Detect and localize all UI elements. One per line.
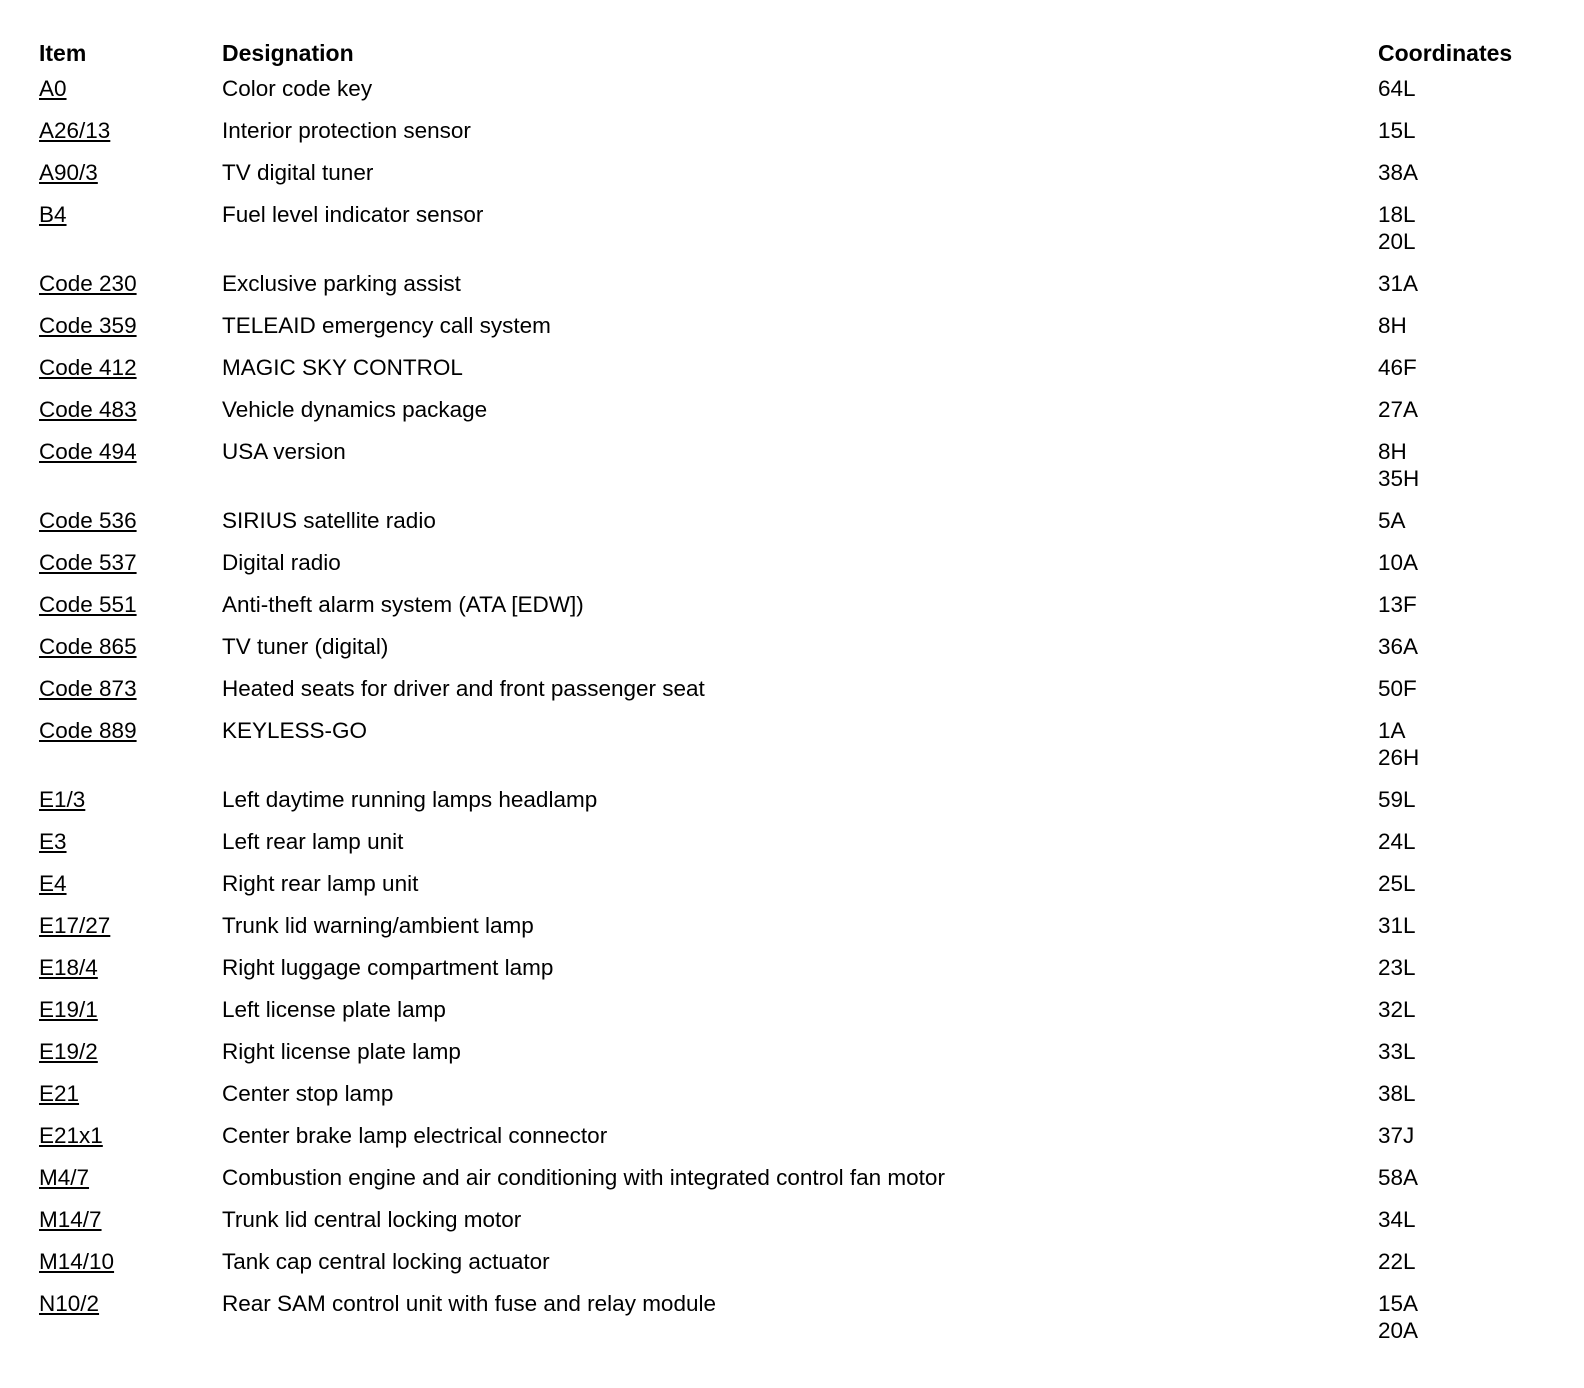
coordinates-cell [1378, 74, 1559, 116]
coordinates-cell [1378, 548, 1559, 590]
designation-cell: SIRIUS satellite radio [222, 508, 436, 533]
coordinates-cell [1378, 1289, 1559, 1358]
coordinates-cell [1378, 1247, 1559, 1289]
item-link[interactable]: M4/7 [39, 1165, 90, 1190]
designation-cell: Center brake lamp electrical connector [222, 1123, 608, 1148]
coordinate-value: 37J [1378, 1123, 1415, 1148]
item-cell [39, 869, 222, 911]
coordinates-cell [1378, 632, 1559, 674]
designation-cell: Trunk lid central locking motor [222, 1207, 522, 1232]
coordinates-cell [1378, 311, 1559, 353]
coordinate-value: 34L [1378, 1207, 1416, 1232]
designation-cell: TELEAID emergency call system [222, 313, 551, 338]
table-row [39, 1289, 1559, 1358]
coordinate-value: 31L [1378, 913, 1416, 938]
coordinates-cell [1378, 506, 1559, 548]
designation-cell: Color code key [222, 76, 373, 101]
item-link[interactable]: E1/3 [39, 787, 86, 812]
table-row [39, 995, 1559, 1037]
item-link[interactable]: Code 889 [39, 718, 137, 743]
coordinates-cell [1378, 1163, 1559, 1205]
item-link[interactable]: E18/4 [39, 955, 98, 980]
coordinates-cell [1378, 395, 1559, 437]
item-link[interactable]: Code 873 [39, 676, 137, 701]
header-item: Item [39, 39, 87, 66]
item-link[interactable]: E19/1 [39, 997, 98, 1022]
coordinates-cell [1378, 827, 1559, 869]
component-index-document [39, 32, 1559, 1358]
coordinate-value: 50F [1378, 676, 1417, 701]
table-row [39, 74, 1559, 116]
coordinate-value: 22L [1378, 1249, 1416, 1274]
designation-cell: Trunk lid warning/ambient lamp [222, 913, 534, 938]
item-link[interactable]: Code 494 [39, 439, 137, 464]
designation-cell: Digital radio [222, 550, 341, 575]
item-cell [39, 785, 222, 827]
coordinates-cell [1378, 716, 1559, 785]
table-row [39, 269, 1559, 311]
coordinates-cell [1378, 785, 1559, 827]
table-row [39, 827, 1559, 869]
coordinate-value: 5A [1378, 508, 1406, 533]
coordinates-cell [1378, 437, 1559, 506]
designation-cell: Interior protection sensor [222, 118, 471, 143]
designation-cell: Left daytime running lamps headlamp [222, 787, 598, 812]
designation-cell: Fuel level indicator sensor [222, 202, 484, 227]
table-body [39, 74, 1559, 1358]
table-row [39, 437, 1559, 506]
component-table [39, 32, 1559, 1358]
item-cell [39, 674, 222, 716]
item-cell [39, 995, 222, 1037]
item-cell [39, 158, 222, 200]
designation-cell: TV digital tuner [222, 160, 374, 185]
coordinate-value: 24L [1378, 829, 1416, 854]
coordinates-cell [1378, 590, 1559, 632]
item-cell [39, 1205, 222, 1247]
coordinate-value: 15A [1378, 1291, 1419, 1316]
coordinate-value: 64L [1378, 76, 1416, 101]
coordinate-value: 20A [1378, 1318, 1419, 1343]
coordinate-value: 33L [1378, 1039, 1416, 1064]
coordinates-cell [1378, 1205, 1559, 1247]
item-cell [39, 269, 222, 311]
coordinate-value: 26H [1378, 745, 1420, 770]
designation-cell: Heated seats for driver and front passenger seat [222, 676, 705, 701]
item-cell [39, 506, 222, 548]
item-link[interactable]: Code 551 [39, 592, 137, 617]
coordinate-value: 23L [1378, 955, 1416, 980]
table-row [39, 590, 1559, 632]
item-link[interactable]: B4 [39, 202, 67, 227]
table-row [39, 311, 1559, 353]
item-link[interactable]: E19/2 [39, 1039, 98, 1064]
designation-cell: Tank cap central locking actuator [222, 1249, 550, 1274]
coordinate-value: 20L [1378, 229, 1416, 254]
designation-cell: Rear SAM control unit with fuse and relay module [222, 1291, 716, 1316]
table-row [39, 158, 1559, 200]
table-row [39, 395, 1559, 437]
item-cell [39, 1247, 222, 1289]
header-row [39, 32, 1559, 74]
coordinates-cell [1378, 200, 1559, 269]
item-link[interactable]: Code 230 [39, 271, 137, 296]
item-link[interactable]: E21x1 [39, 1123, 103, 1148]
item-link[interactable]: E21 [39, 1081, 80, 1106]
coordinate-value: 18L [1378, 202, 1416, 227]
coordinate-value: 27A [1378, 397, 1419, 422]
designation-cell: Anti-theft alarm system (ATA [EDW]) [222, 592, 584, 617]
item-cell [39, 632, 222, 674]
item-cell [39, 311, 222, 353]
table-row [39, 116, 1559, 158]
coordinate-value: 10A [1378, 550, 1419, 575]
coordinate-value: 46F [1378, 355, 1417, 380]
item-link[interactable]: Code 536 [39, 508, 137, 533]
item-cell [39, 353, 222, 395]
coordinate-value: 36A [1378, 634, 1419, 659]
item-link[interactable]: A90/3 [39, 160, 98, 185]
item-cell [39, 827, 222, 869]
coordinate-value: 13F [1378, 592, 1417, 617]
coordinate-value: 58A [1378, 1165, 1419, 1190]
table-row [39, 506, 1559, 548]
coordinate-value: 38A [1378, 160, 1419, 185]
coordinates-cell [1378, 116, 1559, 158]
coordinates-cell [1378, 269, 1559, 311]
coordinate-value: 25L [1378, 871, 1416, 896]
header-designation: Designation [222, 39, 354, 66]
table-row [39, 716, 1559, 785]
item-cell [39, 1289, 222, 1358]
item-cell [39, 116, 222, 158]
item-cell [39, 911, 222, 953]
table-row [39, 674, 1559, 716]
table-row [39, 548, 1559, 590]
coordinate-value: 38L [1378, 1081, 1416, 1106]
table-row [39, 353, 1559, 395]
item-link[interactable]: Code 537 [39, 550, 137, 575]
item-link[interactable]: E4 [39, 871, 67, 896]
coordinates-cell [1378, 995, 1559, 1037]
table-row [39, 953, 1559, 995]
designation-cell: USA version [222, 439, 346, 464]
item-link[interactable]: N10/2 [39, 1291, 100, 1316]
designation-cell: Combustion engine and air conditioning with integrated control fan motor [222, 1165, 945, 1190]
coordinate-value: 59L [1378, 787, 1416, 812]
designation-cell: Right license plate lamp [222, 1039, 461, 1064]
item-link[interactable]: A26/13 [39, 118, 111, 143]
item-cell [39, 548, 222, 590]
item-link[interactable]: Code 359 [39, 313, 137, 338]
designation-cell: Center stop lamp [222, 1081, 394, 1106]
item-cell [39, 200, 222, 269]
coordinate-value: 31A [1378, 271, 1419, 296]
coordinates-cell [1378, 1121, 1559, 1163]
item-cell [39, 1163, 222, 1205]
coordinate-value: 15L [1378, 118, 1416, 143]
designation-cell: Vehicle dynamics package [222, 397, 488, 422]
table-row [39, 785, 1559, 827]
designation-cell: Right luggage compartment lamp [222, 955, 554, 980]
item-link[interactable]: Code 483 [39, 397, 137, 422]
coordinates-cell [1378, 1079, 1559, 1121]
table-row [39, 1079, 1559, 1121]
item-cell [39, 1121, 222, 1163]
designation-cell: MAGIC SKY CONTROL [222, 355, 463, 380]
designation-cell: Right rear lamp unit [222, 871, 419, 896]
item-cell [39, 395, 222, 437]
coordinates-cell [1378, 869, 1559, 911]
table-row [39, 1163, 1559, 1205]
item-link[interactable]: M14/7 [39, 1207, 102, 1232]
coordinates-cell [1378, 953, 1559, 995]
item-cell [39, 437, 222, 506]
designation-cell: KEYLESS-GO [222, 718, 368, 743]
designation-cell: Exclusive parking assist [222, 271, 461, 296]
table-row [39, 1121, 1559, 1163]
table-row [39, 911, 1559, 953]
item-cell [39, 716, 222, 785]
table-row [39, 1037, 1559, 1079]
item-cell [39, 590, 222, 632]
item-link[interactable]: E3 [39, 829, 67, 854]
item-link[interactable]: A0 [39, 76, 67, 101]
item-cell [39, 74, 222, 116]
item-cell [39, 953, 222, 995]
table-header [39, 32, 1559, 74]
coordinate-value: 1A [1378, 718, 1406, 743]
table-row [39, 1247, 1559, 1289]
coordinates-cell [1378, 911, 1559, 953]
table-row [39, 200, 1559, 269]
table-row [39, 632, 1559, 674]
designation-cell: TV tuner (digital) [222, 634, 389, 659]
coordinates-cell [1378, 1037, 1559, 1079]
header-coordinates: Coordinates [1378, 39, 1513, 66]
item-link[interactable]: Code 412 [39, 355, 137, 380]
coordinates-cell [1378, 674, 1559, 716]
item-link[interactable]: E17/27 [39, 913, 111, 938]
item-link[interactable]: M14/10 [39, 1249, 115, 1274]
designation-cell: Left license plate lamp [222, 997, 446, 1022]
coordinate-value: 8H [1378, 439, 1407, 464]
coordinate-value: 8H [1378, 313, 1407, 338]
item-link[interactable]: Code 865 [39, 634, 137, 659]
item-cell [39, 1079, 222, 1121]
coordinates-cell [1378, 353, 1559, 395]
coordinate-value: 32L [1378, 997, 1416, 1022]
item-cell [39, 1037, 222, 1079]
table-row [39, 869, 1559, 911]
coordinates-cell [1378, 158, 1559, 200]
designation-cell: Left rear lamp unit [222, 829, 404, 854]
coordinate-value: 35H [1378, 466, 1420, 491]
table-row [39, 1205, 1559, 1247]
